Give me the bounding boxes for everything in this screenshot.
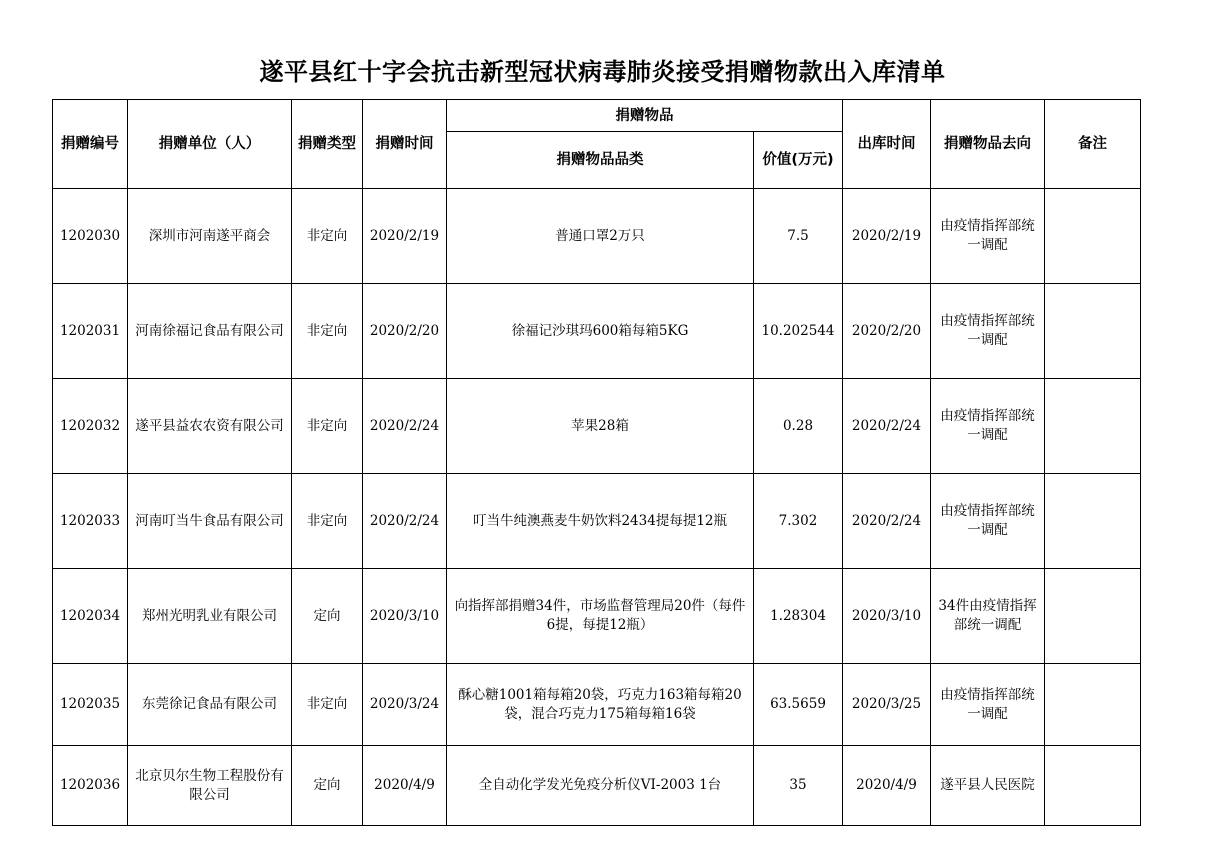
cell-donation-no: 1202034 (53, 569, 128, 664)
header-type: 捐赠类型 (292, 100, 363, 189)
table-row (53, 474, 1141, 569)
cell-remark (1045, 189, 1141, 284)
table-row (53, 569, 1141, 664)
cell-out-time: 2020/2/24 (843, 379, 931, 474)
cell-remark (1045, 474, 1141, 569)
page-title: 遂平县红十字会抗击新型冠状病毒肺炎接受捐赠物款出入库清单 (259, 58, 946, 86)
cell-out-time: 2020/4/9 (843, 746, 931, 826)
cell-value: 7.302 (754, 474, 843, 569)
cell-remark (1045, 746, 1141, 826)
cell-goods: 酥心糖1001箱每箱20袋，巧克力163箱每箱20袋，混合巧克力175箱每箱16袋 (447, 664, 754, 746)
cell-remark (1045, 379, 1141, 474)
cell-destination: 由疫情指挥部统一调配 (931, 189, 1045, 284)
cell-type: 非定向 (292, 379, 363, 474)
cell-out-time: 2020/2/19 (843, 189, 931, 284)
cell-goods: 普通口罩2万只 (447, 189, 754, 284)
cell-out-time: 2020/3/25 (843, 664, 931, 746)
cell-remark (1045, 664, 1141, 746)
cell-value: 35 (754, 746, 843, 826)
cell-goods: 叮当牛纯澳燕麦牛奶饮料2434提每提12瓶 (447, 474, 754, 569)
cell-remark (1045, 569, 1141, 664)
cell-type: 非定向 (292, 474, 363, 569)
donation-table (52, 99, 1141, 826)
table-row (53, 379, 1141, 474)
header-donor: 捐赠单位（人） (128, 100, 292, 189)
cell-remark (1045, 284, 1141, 379)
cell-type: 定向 (292, 569, 363, 664)
header-value: 价值(万元) (754, 132, 843, 189)
cell-goods: 全自动化学发光免疫分析仪VI-2003 1台 (447, 746, 754, 826)
cell-goods: 徐福记沙琪玛600箱每箱5KG (447, 284, 754, 379)
cell-time: 2020/4/9 (363, 746, 447, 826)
header-destination: 捐赠物品去向 (931, 100, 1045, 189)
cell-donation-no: 1202032 (53, 379, 128, 474)
cell-time: 2020/2/19 (363, 189, 447, 284)
cell-value: 7.5 (754, 189, 843, 284)
cell-destination: 由疫情指挥部统一调配 (931, 284, 1045, 379)
cell-time: 2020/2/20 (363, 284, 447, 379)
cell-donation-no: 1202036 (53, 746, 128, 826)
table-row (53, 284, 1141, 379)
cell-value: 10.202544 (754, 284, 843, 379)
cell-time: 2020/3/10 (363, 569, 447, 664)
cell-time: 2020/2/24 (363, 379, 447, 474)
cell-destination: 由疫情指挥部统一调配 (931, 379, 1045, 474)
cell-type: 非定向 (292, 284, 363, 379)
cell-type: 定向 (292, 746, 363, 826)
cell-goods: 向指挥部捐赠34件，市场监督管理局20件（每件6提，每提12瓶） (447, 569, 754, 664)
cell-donation-no: 1202031 (53, 284, 128, 379)
header-donation-no: 捐赠编号 (53, 100, 128, 189)
cell-time: 2020/3/24 (363, 664, 447, 746)
cell-out-time: 2020/3/10 (843, 569, 931, 664)
cell-donor: 河南徐福记食品有限公司 (128, 284, 292, 379)
cell-value: 1.28304 (754, 569, 843, 664)
cell-donation-no: 1202030 (53, 189, 128, 284)
table-row (53, 664, 1141, 746)
cell-donor: 北京贝尔生物工程股份有限公司 (128, 746, 292, 826)
cell-destination: 遂平县人民医院 (931, 746, 1045, 826)
table-row (53, 746, 1141, 826)
header-goods-category: 捐赠物品品类 (447, 132, 754, 189)
header-out-time: 出库时间 (843, 100, 931, 189)
cell-out-time: 2020/2/20 (843, 284, 931, 379)
cell-value: 63.5659 (754, 664, 843, 746)
header-time: 捐赠时间 (363, 100, 447, 189)
cell-time: 2020/2/24 (363, 474, 447, 569)
header-row (53, 100, 1141, 132)
table-row (53, 189, 1141, 284)
cell-donation-no: 1202035 (53, 664, 128, 746)
cell-donor: 郑州光明乳业有限公司 (128, 569, 292, 664)
cell-destination: 由疫情指挥部统一调配 (931, 474, 1045, 569)
cell-donation-no: 1202033 (53, 474, 128, 569)
cell-donor: 东莞徐记食品有限公司 (128, 664, 292, 746)
cell-type: 非定向 (292, 664, 363, 746)
cell-value: 0.28 (754, 379, 843, 474)
cell-donor: 深圳市河南遂平商会 (128, 189, 292, 284)
cell-destination: 34件由疫情指挥部统一调配 (931, 569, 1045, 664)
header-goods-group: 捐赠物品 (447, 100, 843, 132)
cell-destination: 由疫情指挥部统一调配 (931, 664, 1045, 746)
cell-donor: 河南叮当牛食品有限公司 (128, 474, 292, 569)
cell-donor: 遂平县益农农资有限公司 (128, 379, 292, 474)
cell-goods: 苹果28箱 (447, 379, 754, 474)
cell-type: 非定向 (292, 189, 363, 284)
cell-out-time: 2020/2/24 (843, 474, 931, 569)
header-remark: 备注 (1045, 100, 1141, 189)
